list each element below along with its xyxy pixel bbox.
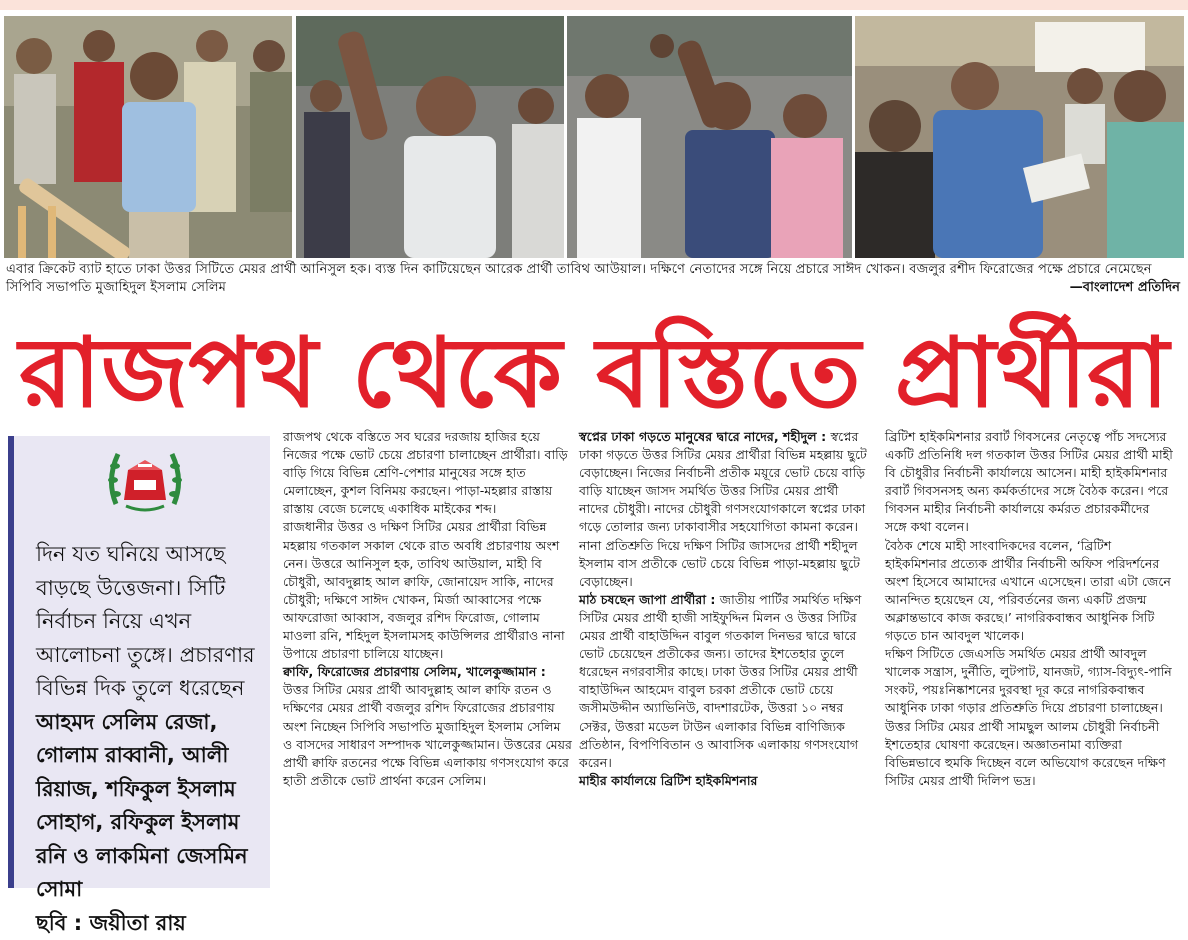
photo-strip bbox=[4, 16, 1184, 258]
photo-credit: —বাংলাদেশ প্রতিদিন bbox=[1069, 280, 1180, 295]
headline-banner bbox=[0, 306, 1188, 430]
col1-paragraph-1: রাজপথ থেকে বস্তিতে সব ঘরের দরজায় হাজির হয়ে নিজের পক্ষে ভোট চেয়ে প্রচারণা চালাচ্ছেন প্রার্থীরা। বাড়ি বাড়ি গিয়ে বিভিন্ন শ্রেণি-পেশার মানুষের সঙ্গে হাত মেলাচ্ছেন, কুশল বিনিময় করছেন। পাড়া-মহল্লার রাস্তায় রাস্তায় বেজে চলেছে একাধিক মাইকের শব্দ। bbox=[283, 429, 568, 517]
col3-paragraph-2: বৈঠক শেষে মাহী সাংবাদিকদের বলেন, ‘ব্রিটিশ হাইকমিশনার প্রত্যেক প্রার্থীর নির্বাচনী অফিস পরিদর্শনের অংশ হিসেবে আমাদের এখানে এসেছেন। তারা এটা জেনে আনন্দিত হয়েছেন যে, পরিবর্তনের জন্য একটি প্রজন্ম অক্লান্তভাবে কাজ করছে।’ নাগরিকবান্ধব আধুনিক সিটি গড়তে চান আবদুল খালেক। bbox=[885, 537, 1171, 644]
sidebar-intro bbox=[36, 538, 272, 940]
article-column-3 bbox=[885, 428, 1175, 790]
col1-subhead: ক্বাফি, ফিরোজের প্রচারণায় সেলিম, খালেকুজ্জামান : bbox=[283, 664, 546, 680]
col2-subhead-2: মাঠ চষছেন জাপা প্রার্থীরা : bbox=[579, 591, 720, 607]
photo-campaign-crowd bbox=[567, 16, 852, 258]
election-ballot-box-logo bbox=[106, 444, 184, 516]
col2-paragraph-1-text: স্বপ্নের ঢাকা গড়তে উত্তর সিটির মেয়র প্রার্থীরা বিভিন্ন মহল্লায় ছুটে বেড়াচ্ছেন। নিজের নির্বাচনী প্রতীক ময়ূরে ভোট চেয়ে বাড়ি বাড়ি যাচ্ছেন জাসদ সমর্থিত উত্তর সিটির মেয়র প্রার্থী নাদের চৌধুরী। নাদের চৌধুরী গণসংযোগকালে স্বপ্নের ঢাকা গড়ে তোলার জন্য ঢাকাবাসীর সহযোগিতা কামনা করেন। নানা প্রতিশ্রুতি দিয়ে দক্ষিণ সিটির জাসদের প্রার্থী শহীদুল ইসলাম বাস প্রতীকে ভোট চেয়ে বিভিন্ন পাড়া-মহল্লায় ছুটে বেড়াচ্ছেন। bbox=[579, 429, 867, 589]
col2-paragraph-1 bbox=[579, 428, 869, 591]
col1-paragraph-2: রাজধানীর উত্তর ও দক্ষিণ সিটির মেয়র প্রার্থীরা বিভিন্ন মহল্লায় গতকাল সকাল থেকে রাত অবধি প্রচারণায় অংশ নেন। উত্তরে আনিসুল হক, তাবিথ আউয়াল, মাহী বি চৌধুরী, আবদুল্লাহ আল ক্বাফি, জোনায়েদ সাকি, নাদের চৌধুরী; দক্ষিণে সাঈদ খোকন, মির্জা আব্বাসের পক্ষে আফরোজা আব্বাস, বজলুর রশিদ ফিরোজ, গোলাম মাওলা রনি, শহিদুল ইসলামসহ কাউন্সিলর প্রার্থীরাও নানা উপায়ে প্রচারণা চালিয়ে যাচ্ছেন। bbox=[283, 519, 565, 662]
intro-text: দিন যত ঘনিয়ে আসছে বাড়ছে উত্তেজনা। সিটি নির্বাচন নিয়ে এখন আলোচনা তুঙ্গে। প্রচারণার বিভিন্ন দিক তুলে ধরেছেন bbox=[36, 542, 255, 700]
col2-paragraph-2 bbox=[579, 591, 869, 772]
article-column-2 bbox=[579, 428, 869, 790]
photo-caption bbox=[6, 261, 1182, 297]
col1-paragraph-3 bbox=[283, 663, 573, 790]
col2-paragraph-2-text: জাতীয় পার্টির সমর্থিত দক্ষিণ সিটির মেয়র প্রার্থী হাজী সাইফুদ্দিন মিলন ও উত্তর সিটির মেয়র প্রার্থী বাহাউদ্দিন বাবুল গতকাল দিনভর দ্বারে দ্বারে ভোট চেয়েছেন প্রতীকের জন্য। তাদের ইশতেহার তুলে ধরেছেন নগরবাসীর কাছে। ঢাকা উত্তর সিটির মেয়র প্রার্থী বাহাউদ্দিন আহমেদ বাবুল চরকা প্রতীকে ভোট চেয়ে জসীমউদ্দীন অ্যাভিনিউ, বাদশারটেক, উত্তরা ১০ নম্বর সেক্টর, উত্তরা মডেল টাউন এলাকার বিভিন্ন বাণিজ্যিক প্রতিষ্ঠান, বিপণিবিতান ও আবাসিক এলাকায় গণসংযোগ করেন। bbox=[579, 591, 862, 770]
col2-subhead-3: মাহীর কার্যালয়ে ব্রিটিশ হাইকমিশনার bbox=[579, 772, 758, 788]
photo-byline: ছবি : জয়ীতা রায় bbox=[36, 910, 186, 935]
top-strip bbox=[0, 0, 1188, 10]
photo-cricket-bat bbox=[4, 16, 292, 258]
col2-paragraph-3 bbox=[579, 772, 869, 790]
photo-leaflet-campaign bbox=[855, 16, 1184, 258]
caption-text: এবার ক্রিকেট ব্যাট হাতে ঢাকা উত্তর সিটিতে মেয়র প্রার্থী আনিসুল হক। ব্যস্ত দিন কাটিয়েছেন আরেক প্রার্থী তাবিথ আউয়াল। দক্ষিণে নেতাদের সঙ্গে নিয়ে প্রচারে সাঈদ খোকন। বজলুর রশীদ ফিরোজের পক্ষে প্রচারে নেমেছেন সিপিবি সভাপতি মুজাহিদুল ইসলাম সেলিম bbox=[6, 262, 1152, 295]
col3-paragraph-3: দক্ষিণ সিটিতে জেএসডি সমর্থিত মেয়র প্রার্থী আবদুল খালেক সন্ত্রাস, দুর্নীতি, লুটপাট, যানজট, গ্যাস-বিদ্যুৎ-পানি সংকট, পয়ঃনিষ্কাশনের দুরবস্থা দূর করে নাগরিকবান্ধব আধুনিক ঢাকা গড়ার প্রতিশ্রুতি দিয়ে প্রচারণা চালাচ্ছেন। উত্তর সিটির মেয়র প্রার্থী সামছুল আলম চৌধুরী নির্বাচনী ইশতেহার ঘোষণা করেছেন। অজ্ঞাতনামা ব্যক্তিরা বিভিন্নভাবে হুমকি দিচ্ছেন বলে অভিযোগ করেছেন দক্ষিণ সিটির মেয়র প্রার্থী দিলিপ ভদ্র। bbox=[885, 646, 1172, 788]
col3-paragraph-1: ব্রিটিশ হাইকমিশনার রবার্ট গিবসনের নেতৃত্বে পাঁচ সদস্যের একটি প্রতিনিধি দল গতকাল উত্তর সিটির মেয়র প্রার্থী মাহী বি চৌধুরীর নির্বাচনী কার্যালয়ে আসেন। মাহী হাইকমিশনার রবার্ট গিবসনসহ অন্য কর্মকর্তাদের সঙ্গে বৈঠক করেন। পরে গিবসন মাহীর নির্বাচনী কার্যালয়ে কর্মরত প্রচারকর্মীদের সঙ্গে কথা বলেন। bbox=[885, 429, 1173, 535]
authors: আহমদ সেলিম রেজা, গোলাম রাব্বানী, আলী রিয়াজ, শফিকুল ইসলাম সোহাগ, রফিকুল ইসলাম রনি ও লাকমিনা জেসমিন সোমা bbox=[36, 709, 248, 901]
sidebar-box bbox=[8, 436, 270, 935]
col2-subhead-1: স্বপ্নের ঢাকা গড়তে মানুষের দ্বারে নাদের, শহীদুল : bbox=[579, 429, 831, 444]
col1-paragraph-3-text: উত্তর সিটির মেয়র প্রার্থী আবদুল্লাহ আল ক্বাফি রতন ও দক্ষিণের মেয়র প্রার্থী বজলুর রশিদ ফিরোজের প্রচারণায় অংশ নিচ্ছেন সিপিবি সভাপতি মুজাহিদুল ইসলাম সেলিম ও বাসদের সাধারণ সম্পাদক খালেকুজ্জামান। উত্তরের মেয়র প্রার্থী ক্বাফি রতনের পক্ষে বিভিন্ন এলাকায় গণসংযোগ করে হাতী প্রতীকে ভোট প্রার্থনা করেন সেলিম। bbox=[283, 682, 572, 788]
photo-waving-candidate bbox=[296, 16, 564, 258]
headline: রাজপথ থেকে বস্তিতে প্রার্থীরা bbox=[19, 317, 1151, 429]
article-column-1 bbox=[283, 428, 573, 790]
